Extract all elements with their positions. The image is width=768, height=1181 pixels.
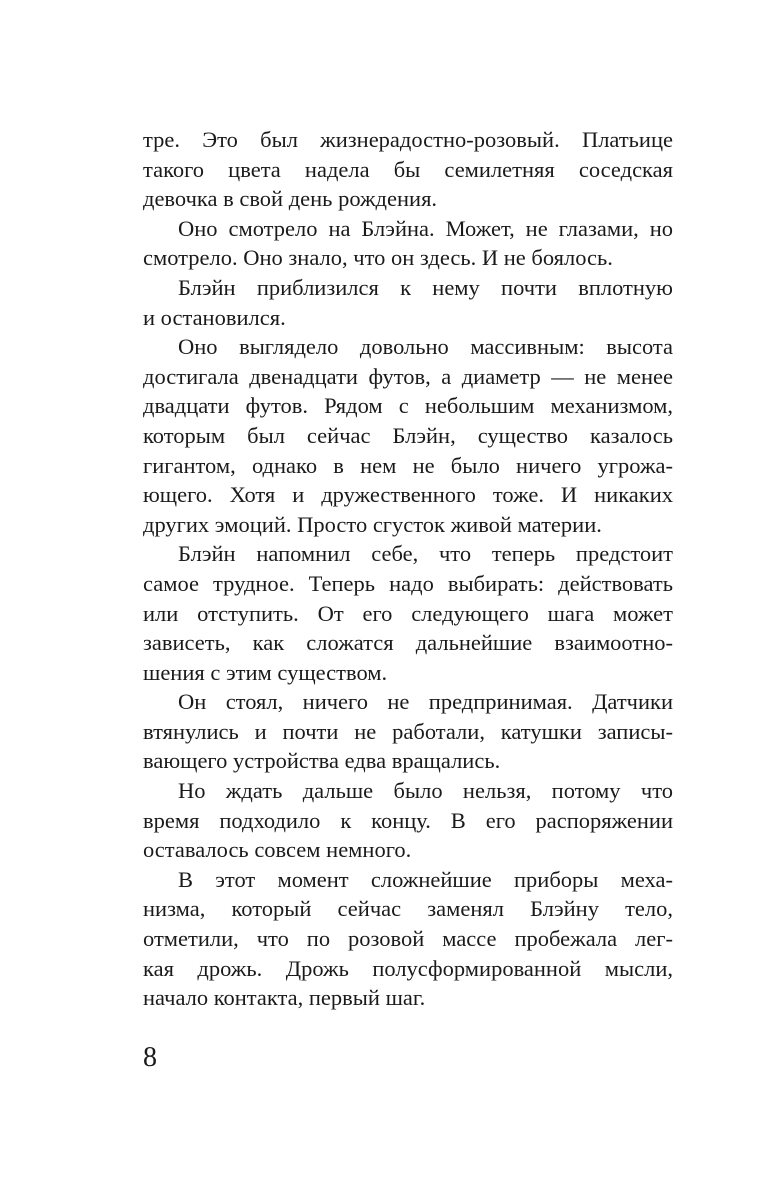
text-line: Оно смотрело на Блэйна. Может, не глазами, но xyxy=(178,215,673,241)
text-line: оставалось совсем немного. xyxy=(143,837,412,863)
text-line: достигала двенадцати футов, а диаметр — не менее xyxy=(143,363,673,389)
text-line: самое трудное. Теперь надо выбирать: действовать xyxy=(143,570,673,596)
paragraph xyxy=(143,332,673,539)
text-line: тре. Это был жизнерадостно-розовый. Платьице xyxy=(143,127,673,152)
text-line: и остановился. xyxy=(143,304,286,330)
text-line: Блэйн приблизился к нему почти вплотную xyxy=(178,274,673,300)
text-line: втянулись и почти не работали, катушки записы- xyxy=(143,718,673,744)
text-line: Оно выглядело довольно массивным: высота xyxy=(178,334,673,360)
text-line: Блэйн напомнил себе, что теперь предстоит xyxy=(178,541,673,567)
text-line: других эмоций. Просто сгусток живой материи. xyxy=(143,511,602,537)
page-number: 8 xyxy=(143,1042,157,1073)
paragraph xyxy=(143,776,673,865)
text-line: такого цвета надела бы семилетняя соседская xyxy=(143,156,673,182)
text-line: девочка в свой день рождения. xyxy=(143,186,438,212)
text-line: Он стоял, ничего не предпринимая. Датчики xyxy=(178,689,673,715)
paragraph xyxy=(143,539,673,687)
text-line: ющего. Хотя и дружественного тоже. И никаких xyxy=(143,482,673,508)
text-line: отметили, что по розовой массе пробежала лег- xyxy=(143,926,673,952)
text-line: Но ждать дальше было нельзя, потому что xyxy=(178,778,673,804)
text-line: которым был сейчас Блэйн, существо казалось xyxy=(143,422,673,448)
text-line: вающего устройства едва вращались. xyxy=(143,748,501,774)
text-line: или отступить. От его следующего шага может xyxy=(143,600,673,626)
text-line: начало контакта, первый шаг. xyxy=(143,985,426,1011)
paragraph xyxy=(143,273,673,332)
paragraph xyxy=(143,214,673,273)
text-line: В этот момент сложнейшие приборы меха- xyxy=(178,866,673,892)
text-line: время подходило к концу. В его распоряжении xyxy=(143,807,673,833)
paragraph xyxy=(143,125,673,214)
text-line: зависеть, как сложатся дальнейшие взаимоотно- xyxy=(143,630,673,656)
text-line: двадцати футов. Рядом с небольшим механизмом, xyxy=(143,393,673,419)
paragraph xyxy=(143,865,673,1013)
text-line: смотрело. Оно знало, что он здесь. И не боялось. xyxy=(143,245,613,271)
text-line: кая дрожь. Дрожь полусформированной мысли, xyxy=(143,955,673,981)
paragraph xyxy=(143,687,673,776)
page-body xyxy=(143,125,673,1013)
text-line: низма, который сейчас заменял Блэйну тело, xyxy=(143,896,673,922)
text-line: шения с этим существом. xyxy=(143,659,388,685)
text-line: гигантом, однако в нем не было ничего угрожа- xyxy=(143,452,673,478)
